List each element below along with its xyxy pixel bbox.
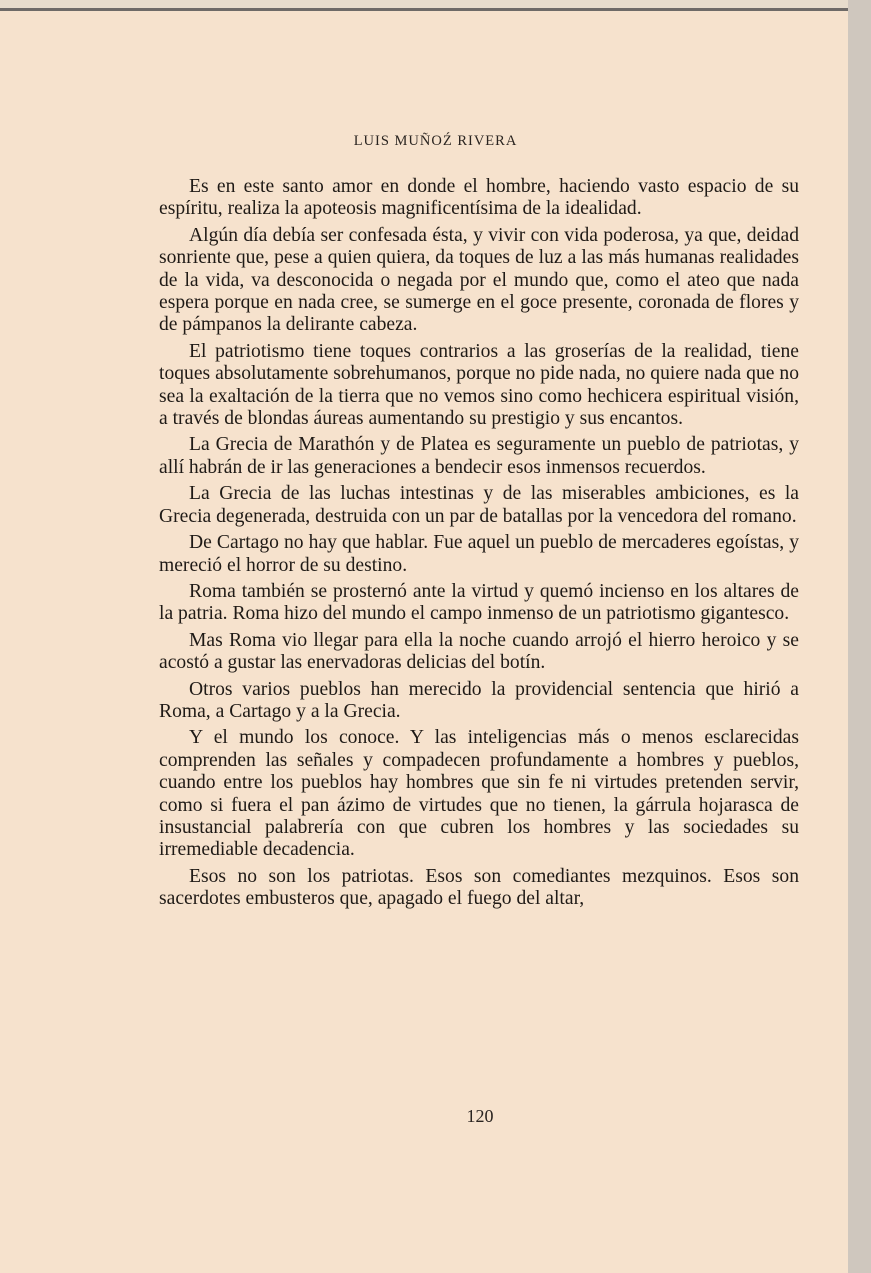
paragraph: Otros varios pueblos han merecido la providencial sentencia que hirió a Roma, a Cartago y a la Grecia. xyxy=(159,678,799,722)
paragraph: Algún día debía ser confesada ésta, y vivir con vida poderosa, ya que, deidad sonriente que, pese a quien quiera, da toques de luz a las más humanas realidades de la vida, va desconocida o negada por el mundo que, como el ateo que nada espera porque en nada cree, se sumerge en el goce presente, coronada de flores y de pámpanos la delirante cabeza. xyxy=(159,224,799,336)
book-page xyxy=(0,8,848,1273)
paragraph: La Grecia de las luchas intestinas y de las miserables ambiciones, es la Grecia degenerada, destruida con un par de batallas por la vencedora del romano. xyxy=(159,483,799,527)
paragraph: El patriotismo tiene toques contrarios a las groserías de la realidad, tiene toques absolutamente sobrehumanos, porque no pide nada, no quiere nada que no sea la exaltación de la tierra que no vemos sino como hechicera espiritual visión, a través de blondas áureas aumentando su prestigio y sus encantos. xyxy=(159,340,799,430)
paragraph: Roma también se prosternó ante la virtud y quemó incienso en los altares de la patria. Roma hizo del mundo el campo inmenso de un patriotismo gigantesco. xyxy=(159,580,799,625)
paragraph: Es en este santo amor en donde el hombre, haciendo vasto espacio de su espíritu, realiza la apoteosis magnificentísima de la idealidad. xyxy=(159,176,799,220)
page-number: 120 xyxy=(466,1106,494,1126)
paragraph: Mas Roma vio llegar para ella la noche cuando arrojó el hierro heroico y se acostó a gustar las enervadoras delicias del botín. xyxy=(159,629,799,674)
paragraph: La Grecia de Marathón y de Platea es seguramente un pueblo de patriotas, y allí habrán de ir las generaciones a bendecir esos inmensos recuerdos. xyxy=(159,434,799,478)
paragraph: Esos no son los patriotas. Esos son comediantes mezquinos. Esos son sacerdotes embusteros que, apagado el fuego del altar, xyxy=(159,865,799,910)
body-text xyxy=(159,176,799,915)
paragraph: De Cartago no hay que hablar. Fue aquel un pueblo de mercaderes egoístas, y mereció el horror de su destino. xyxy=(159,532,799,576)
paragraph: Y el mundo los conoce. Y las inteligencias más o menos esclarecidas comprenden las señales y compadecen profundamente a hombres y pueblos, cuando entre los pueblos hay hombres que sin fe ni virtudes pretenden servir, como si fuera el pan ázimo de virtudes que no tienen, la gárrula hojarasca de insustancial palabrería con que cubren los hombres y las sociedades su irremediable decadencia. xyxy=(159,727,799,861)
running-head: LUIS MUÑOŹ RIVERA xyxy=(353,133,518,149)
page-edge xyxy=(848,0,871,1273)
